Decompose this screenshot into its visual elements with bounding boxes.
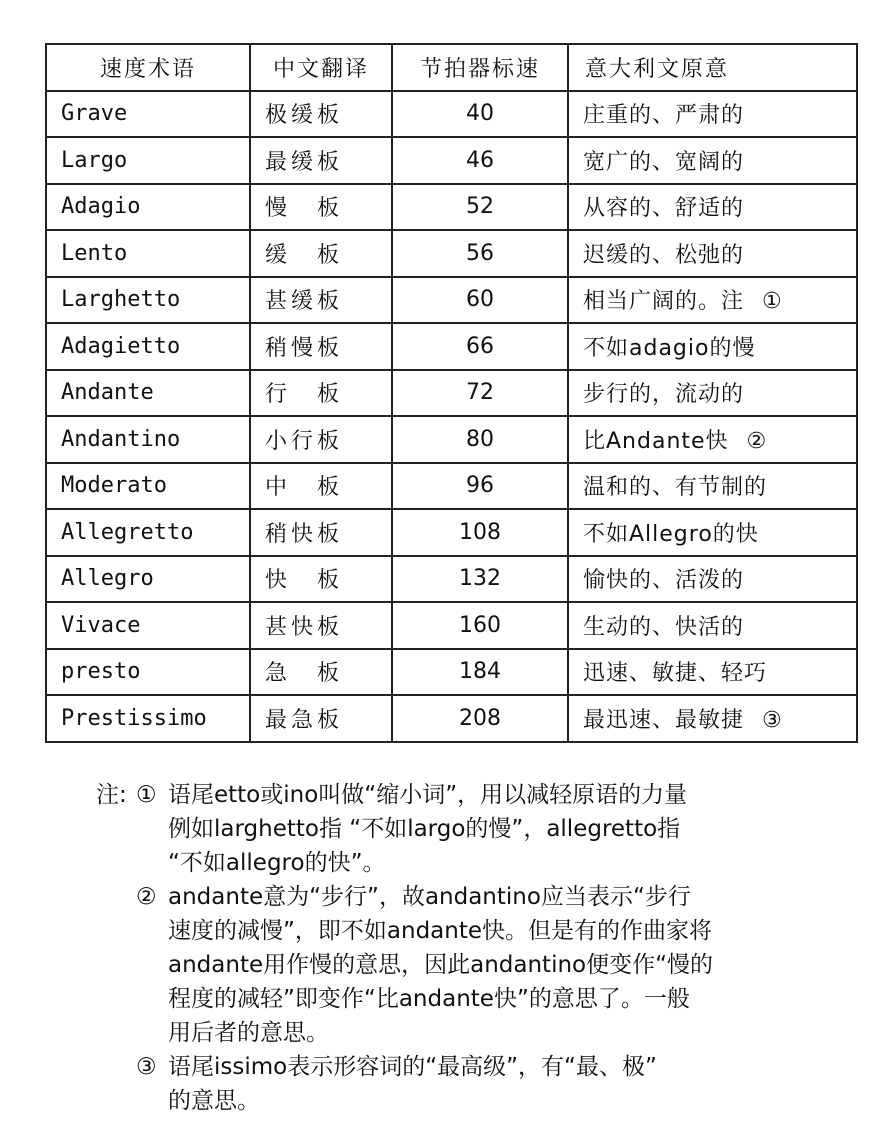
header-row	[46, 44, 857, 91]
chinese-cell	[250, 277, 392, 324]
chinese-cell	[250, 323, 392, 370]
term-cell-text: Andantino	[61, 426, 181, 452]
chinese-cell	[250, 695, 392, 742]
chinese-cell-text: 最缓板	[265, 149, 344, 175]
term-cell-text: Larghetto	[61, 287, 181, 313]
bpm-cell-text: 46	[466, 147, 494, 173]
footnote-line: 语尾issimo表示形容词的“最高级”，有“最、极”	[168, 1054, 657, 1080]
table-row	[46, 184, 857, 231]
bpm-cell	[392, 556, 568, 603]
footnote-line: 的意思。	[168, 1088, 260, 1114]
meaning-cell-text: 温和的、有节制的	[583, 475, 768, 501]
bpm-cell-text: 96	[466, 473, 494, 499]
term-cell	[46, 184, 250, 231]
term-cell-text: Lento	[61, 240, 128, 266]
meaning-cell-text: 从容的、舒适的	[583, 196, 745, 222]
chinese-cell-text: 快 板	[265, 568, 344, 594]
chinese-cell-text: 极缓板	[265, 103, 344, 129]
meaning-cell	[568, 230, 857, 277]
term-cell-text: Grave	[61, 101, 128, 127]
term-cell	[46, 463, 250, 510]
bpm-cell-text: 208	[459, 705, 501, 731]
header-chinese: 中文翻译	[250, 44, 392, 91]
meaning-cell	[568, 695, 857, 742]
bpm-cell-text: 80	[466, 426, 494, 452]
chinese-cell	[250, 556, 392, 603]
table-row	[46, 277, 857, 324]
meaning-cell-text: 庄重的、严肃的	[583, 103, 745, 129]
bpm-cell-text: 160	[459, 612, 501, 638]
term-cell	[46, 416, 250, 463]
bpm-cell-text: 108	[459, 519, 501, 545]
chinese-cell-text: 缓 板	[265, 242, 344, 268]
term-cell	[46, 91, 250, 138]
bpm-cell-text: 60	[466, 287, 494, 313]
bpm-cell	[392, 91, 568, 138]
meaning-cell-text: 宽广的、宽阔的	[583, 149, 745, 175]
chinese-cell-text: 甚缓板	[265, 289, 344, 315]
footnote-line: 用后者的意思。	[168, 1020, 329, 1046]
footnote-item	[96, 880, 856, 1050]
meaning-cell	[568, 277, 857, 324]
term-cell	[46, 509, 250, 556]
bpm-cell	[392, 649, 568, 696]
meaning-cell	[568, 509, 857, 556]
meaning-cell-text: 愉快的、活泼的	[583, 568, 745, 594]
bpm-cell-text: 132	[459, 566, 501, 592]
term-cell-text: Largo	[61, 147, 128, 173]
footnote-line: andante用作慢的意思，因此andantino便变作“慢的	[168, 952, 714, 978]
footnote-line: 语尾etto或ino叫做“缩小词”，用以减轻原语的力量	[168, 782, 688, 808]
term-cell	[46, 602, 250, 649]
meaning-cell	[568, 649, 857, 696]
meaning-cell	[568, 463, 857, 510]
chinese-cell-text: 中 板	[265, 475, 344, 501]
meaning-cell	[568, 184, 857, 231]
term-cell-text: Adagietto	[61, 333, 181, 359]
chinese-cell-text: 稍快板	[265, 521, 344, 547]
table-row	[46, 416, 857, 463]
meaning-cell	[568, 137, 857, 184]
bpm-cell-text: 184	[459, 659, 501, 685]
chinese-cell	[250, 649, 392, 696]
meaning-cell-text: 迅速、敏捷、轻巧	[583, 661, 768, 687]
chinese-cell-text: 慢 板	[265, 196, 344, 222]
meaning-cell-text: 相当广阔的。注	[583, 289, 745, 315]
term-cell-text: Prestissimo	[61, 705, 207, 731]
footnote-item	[96, 778, 856, 880]
table-row	[46, 323, 857, 370]
table-row	[46, 509, 857, 556]
meaning-cell-text: 不如adagio的慢	[583, 335, 756, 361]
term-cell-text: Allegretto	[61, 519, 194, 545]
table-row	[46, 230, 857, 277]
meaning-cell-text: 最迅速、最敏捷	[583, 707, 745, 733]
term-cell	[46, 230, 250, 277]
table-body	[46, 91, 857, 742]
chinese-cell-text: 行 板	[265, 382, 344, 408]
chinese-cell-text: 最急板	[265, 707, 344, 733]
meaning-cell-text: 生动的、快活的	[583, 614, 745, 640]
table-row	[46, 695, 857, 742]
chinese-cell	[250, 416, 392, 463]
bpm-cell-text: 52	[466, 194, 494, 220]
bpm-cell	[392, 184, 568, 231]
term-cell-text: Allegro	[61, 566, 154, 592]
note-reference-mark: ③	[762, 707, 783, 733]
table-row	[46, 91, 857, 138]
term-cell	[46, 277, 250, 324]
chinese-cell	[250, 230, 392, 277]
footnote-line: 例如larghetto指 “不如largo的慢”，allegretto指	[168, 816, 681, 842]
footnotes	[96, 778, 856, 1118]
term-cell	[46, 323, 250, 370]
table-row	[46, 602, 857, 649]
footnote-line: 速度的减慢”，即不如andante快。但是有的作曲家将	[168, 918, 713, 944]
chinese-cell-text: 甚快板	[265, 614, 344, 640]
footnote-number: ②	[136, 884, 157, 910]
footnote-number: ①	[136, 782, 157, 808]
chinese-cell-text: 稍慢板	[265, 335, 344, 361]
bpm-cell-text: 56	[466, 240, 494, 266]
meaning-cell	[568, 91, 857, 138]
header-bpm: 节拍器标速	[392, 44, 568, 91]
footnote-line: “不如allegro的快”。	[168, 850, 386, 876]
bpm-cell-text: 66	[466, 333, 494, 359]
term-cell-text: Vivace	[61, 612, 141, 638]
term-cell	[46, 649, 250, 696]
bpm-cell-text: 40	[466, 101, 494, 127]
bpm-cell	[392, 463, 568, 510]
tempo-terms-table	[45, 43, 858, 743]
chinese-cell	[250, 137, 392, 184]
note-reference-mark: ①	[762, 289, 783, 315]
bpm-cell	[392, 323, 568, 370]
table-header	[46, 44, 857, 91]
meaning-cell	[568, 416, 857, 463]
bpm-cell	[392, 695, 568, 742]
term-cell-text: presto	[61, 659, 141, 685]
meaning-cell-text: 迟缓的、松弛的	[583, 242, 745, 268]
meaning-cell	[568, 556, 857, 603]
footnote-item	[96, 1050, 856, 1118]
footnote-line: andante意为“步行”，故andantino应当表示“步行	[168, 884, 691, 910]
bpm-cell	[392, 137, 568, 184]
term-cell-text: Adagio	[61, 194, 141, 220]
bpm-cell	[392, 509, 568, 556]
bpm-cell-text: 72	[466, 380, 494, 406]
table-row	[46, 463, 857, 510]
term-cell	[46, 695, 250, 742]
chinese-cell	[250, 509, 392, 556]
meaning-cell-text: 步行的，流动的	[583, 382, 745, 408]
term-cell	[46, 137, 250, 184]
chinese-cell	[250, 184, 392, 231]
note-reference-mark: ②	[746, 428, 768, 454]
notes-lead: 注:	[96, 782, 127, 808]
chinese-cell	[250, 602, 392, 649]
meaning-cell	[568, 370, 857, 417]
bpm-cell	[392, 370, 568, 417]
meaning-cell-text: 比Andante快	[583, 428, 729, 454]
chinese-cell	[250, 463, 392, 510]
meaning-cell	[568, 323, 857, 370]
header-term: 速度术语	[46, 44, 250, 91]
bpm-cell	[392, 602, 568, 649]
bpm-cell	[392, 230, 568, 277]
table-row	[46, 556, 857, 603]
meaning-cell-text: 不如Allegro的快	[583, 521, 759, 547]
term-cell-text: Moderato	[61, 473, 167, 499]
term-cell	[46, 556, 250, 603]
header-meaning: 意大利文原意	[568, 44, 857, 91]
chinese-cell	[250, 91, 392, 138]
footnote-line: 程度的减轻”即变作“比andante快”的意思了。一般	[168, 986, 690, 1012]
table-row	[46, 649, 857, 696]
term-cell	[46, 370, 250, 417]
bpm-cell	[392, 416, 568, 463]
term-cell-text: Andante	[61, 380, 154, 406]
bpm-cell	[392, 277, 568, 324]
chinese-cell-text: 小行板	[265, 428, 344, 454]
chinese-cell	[250, 370, 392, 417]
table-row	[46, 370, 857, 417]
table-row	[46, 137, 857, 184]
meaning-cell	[568, 602, 857, 649]
chinese-cell-text: 急 板	[265, 661, 344, 687]
footnote-number: ③	[136, 1054, 157, 1080]
